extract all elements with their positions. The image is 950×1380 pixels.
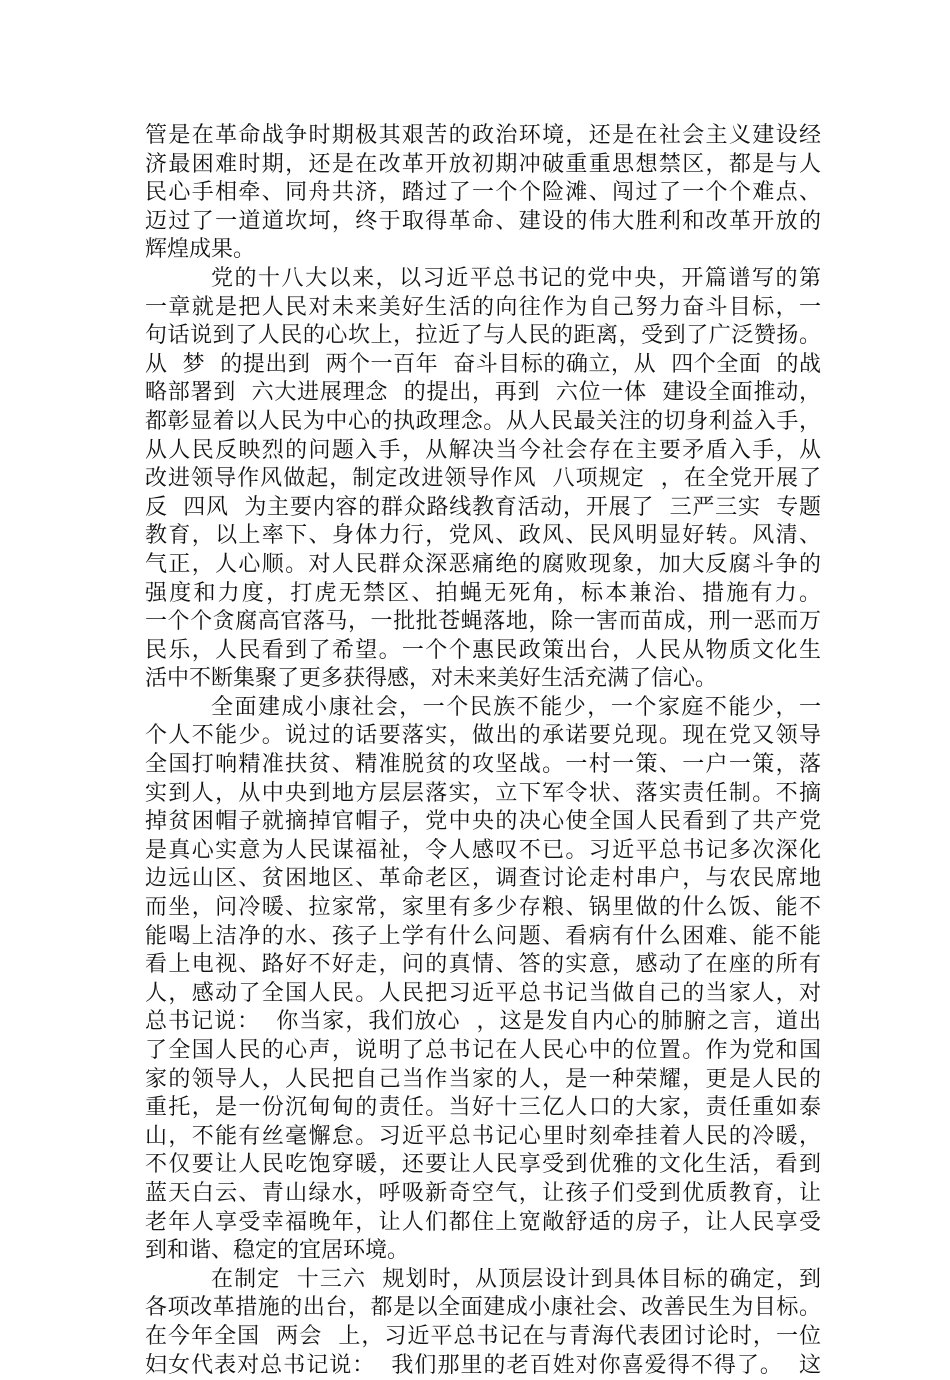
text-line: 辉煌成果。 bbox=[145, 237, 256, 263]
paragraph bbox=[145, 694, 821, 1266]
text-line: 到和谐、稳定的宜居环境。 bbox=[145, 1238, 410, 1264]
text-line: 从 梦 的提出到 两个一百年 奋斗目标的确立，从 四个全面 的战 bbox=[145, 351, 821, 377]
text-line: 人，感动了全国人民。人民把习近平总书记当做自己的当家人，对 bbox=[145, 980, 821, 1006]
text-line: 济最困难时期，还是在改革开放初期冲破重重思想禁区，都是与人 bbox=[145, 151, 821, 177]
text-line: 民心手相牵、同舟共济，踏过了一个个险滩、闯过了一个个难点、 bbox=[145, 180, 821, 206]
text-line: 改进领导作风做起，制定改进领导作风 八项规定 ，在全党开展了 bbox=[145, 466, 821, 492]
text-line: 在今年全国 两会 上，习近平总书记在与青海代表团讨论时，一位 bbox=[145, 1323, 821, 1349]
text-line: 教育，以上率下、身体力行，党风、政风、民风明显好转。风清、 bbox=[145, 523, 821, 549]
text-line: 能喝上洁净的水、孩子上学有什么问题、看病有什么困难、能不能 bbox=[145, 923, 821, 949]
text-line: 反 四风 为主要内容的群众路线教育活动，开展了 三严三实 专题 bbox=[145, 494, 821, 520]
text-line: 全面建成小康社会，一个民族不能少，一个家庭不能少，一 bbox=[211, 694, 821, 720]
text-line: 了全国人民的心声，说明了总书记在人民心中的位置。作为党和国 bbox=[145, 1038, 821, 1063]
text-line: 全国打响精准扶贫、精准脱贫的攻坚战。一村一策、一户一策，落 bbox=[145, 752, 821, 778]
paragraph bbox=[145, 1266, 821, 1380]
document-body bbox=[145, 122, 821, 1380]
text-line: 民乐，人民看到了希望。一个个惠民政策出台，人民从物质文化生 bbox=[145, 637, 821, 663]
text-line: 是真心实意为人民谋福祉，令人感叹不已。习近平总书记多次深化 bbox=[145, 837, 821, 863]
text-line: 迈过了一道道坎坷，终于取得革命、建设的伟大胜利和改革开放的 bbox=[145, 208, 821, 234]
text-line: 山，不能有丝毫懈怠。习近平总书记心里时刻牵挂着人民的冷暖， bbox=[145, 1123, 821, 1149]
text-line: 而坐，问冷暖、拉家常，家里有多少存粮、锅里做的什么饭、能不 bbox=[145, 895, 821, 921]
text-line: 各项改革措施的出台，都是以全面建成小康社会、改善民生为目标。 bbox=[145, 1295, 821, 1321]
text-line: 掉贫困帽子就摘掉官帽子，党中央的决心使全国人民看到了共产党 bbox=[145, 809, 821, 835]
text-line: 个人不能少。说过的话要落实，做出的承诺要兑现。现在党又领导 bbox=[145, 723, 821, 749]
paragraph bbox=[145, 122, 821, 265]
text-line: 气正，人心顺。对人民群众深恶痛绝的腐败现象，加大反腐斗争的 bbox=[145, 551, 821, 577]
text-line: 老年人享受幸福晚年，让人们都住上宽敞舒适的房子，让人民享受 bbox=[145, 1209, 821, 1235]
text-line: 家的领导人，人民把自己当作当家的人，是一种荣耀，更是人民的 bbox=[145, 1066, 821, 1092]
text-line: 在制定 十三六 规划时，从顶层设计到具体目标的确定，到 bbox=[211, 1266, 821, 1292]
text-line: 句话说到了人民的心坎上，拉近了与人民的距离，受到了广泛赞扬。 bbox=[145, 323, 821, 349]
text-line: 党的十八大以来，以习近平总书记的党中央，开篇谱写的第 bbox=[211, 265, 821, 291]
text-line: 略部署到 六大进展理念 的提出，再到 六位一体 建设全面推动， bbox=[145, 380, 821, 406]
text-line: 边远山区、贫困地区、革命老区，调查讨论走村串户，与农民席地 bbox=[145, 866, 821, 892]
text-line: 总书记说： 你当家，我们放心 ，这是发自内心的肺腑之言，道出 bbox=[145, 1009, 821, 1035]
text-line: 都彰显着以人民为中心的执政理念。从人民最关注的切身利益入手， bbox=[145, 408, 821, 434]
text-line: 蓝天白云、青山绿水，呼吸新奇空气，让孩子们受到优质教育，让 bbox=[145, 1180, 821, 1206]
text-line: 实到人，从中央到地方层层落实，立下军令状、落实责任制。不摘 bbox=[145, 780, 821, 806]
text-line: 管是在革命战争时期极其艰苦的政治环境，还是在社会主义建设经 bbox=[145, 123, 821, 148]
text-line: 一个个贪腐高官落马，一批批苍蝇落地，除一害而苗成，刑一恶而万 bbox=[145, 609, 821, 635]
text-line: 妇女代表对总书记说： 我们那里的老百姓对你喜爱得不得了。 这 bbox=[145, 1352, 821, 1378]
text-line: 从人民反映烈的问题入手，从解决当今社会存在主要矛盾入手，从 bbox=[145, 437, 821, 463]
text-line: 活中不断集聚了更多获得感，对未来美好生活充满了信心。 bbox=[145, 666, 718, 692]
paragraph bbox=[145, 265, 821, 694]
text-line: 一章就是把人民对未来美好生活的向往作为自己努力奋斗目标，一 bbox=[145, 294, 821, 320]
text-line: 不仅要让人民吃饱穿暖，还要让人民享受到优雅的文化生活，看到 bbox=[145, 1152, 821, 1178]
text-line: 重托，是一份沉甸甸的责任。当好十三亿人口的大家，责任重如泰 bbox=[145, 1095, 821, 1121]
text-line: 看上电视、路好不好走，问的真情、答的实意，感动了在座的所有 bbox=[145, 952, 821, 978]
text-line: 强度和力度，打虎无禁区、拍蝇无死角，标本兼治、措施有力。 bbox=[145, 580, 821, 606]
